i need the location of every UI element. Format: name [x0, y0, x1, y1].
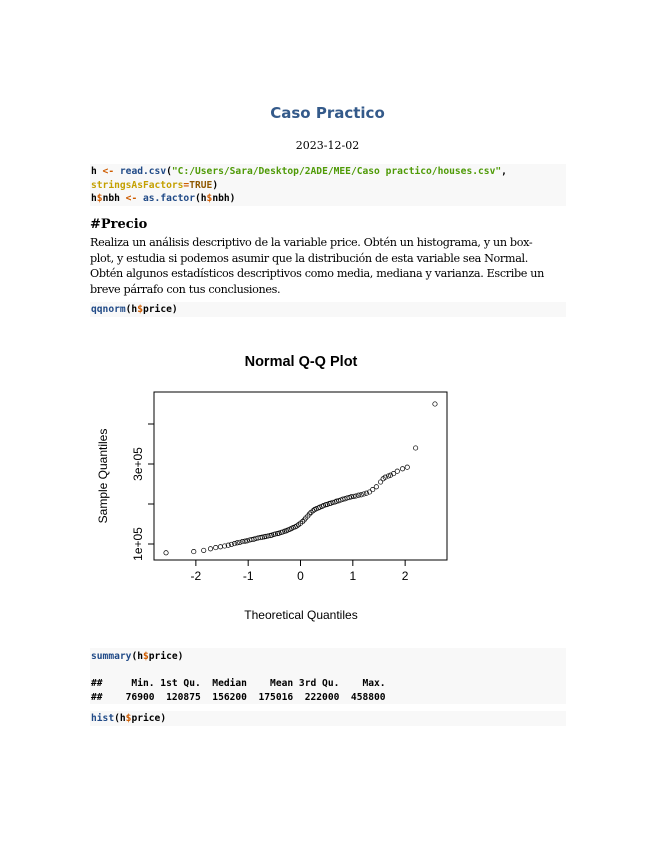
qq-point — [374, 485, 378, 489]
code-token: h — [91, 166, 97, 177]
qq-point — [405, 465, 409, 469]
code-token: (h — [131, 651, 143, 662]
code-token: nbh — [102, 193, 120, 204]
code-block-qqnorm — [90, 302, 566, 317]
y-tick-label: 1e+05 — [131, 527, 145, 561]
code-line-summary — [91, 651, 183, 662]
qq-plot — [90, 340, 460, 630]
qq-point — [359, 493, 363, 497]
qq-points — [164, 402, 437, 555]
code-token: stringsAsFactors — [91, 179, 184, 191]
paragraph-line: Obtén algunos estadísticos descriptivos como media, mediana y varianza. Escribe un — [90, 267, 544, 281]
qq-point — [433, 402, 437, 406]
code-token: , — [501, 166, 507, 177]
x-tick-label: 1 — [349, 569, 357, 583]
code-token: read.csv — [119, 166, 167, 177]
document-title: Caso Practico — [270, 104, 385, 122]
code-line-3 — [91, 193, 235, 204]
y-axis-label: Sample Quantiles — [96, 428, 110, 524]
code-token: h — [91, 193, 97, 204]
code-line-1 — [91, 166, 507, 177]
section-heading: #Precio — [90, 217, 148, 232]
summary-output-header: ## Min. 1st Qu. Median Mean 3rd Qu. Max. — [91, 678, 392, 689]
code-token: hist — [91, 713, 115, 724]
qq-point — [229, 542, 233, 546]
plot-frame — [154, 392, 447, 560]
chart-title: Normal Q-Q Plot — [244, 354, 358, 370]
code-token: (h — [194, 193, 207, 204]
code-token: (h — [114, 713, 126, 724]
y-tick-label: 3e+05 — [131, 447, 145, 481]
qq-point — [218, 545, 222, 549]
code-token: $ — [125, 713, 132, 724]
code-token: ( — [166, 166, 172, 177]
x-tick-label: 2 — [401, 569, 409, 583]
qq-point — [208, 547, 212, 551]
code-token: <- — [119, 193, 143, 204]
code-token: nbh) — [212, 193, 236, 204]
code-token: = — [183, 179, 190, 191]
qq-point — [400, 467, 404, 471]
code-token: (h — [125, 304, 138, 315]
x-tick-label: -1 — [242, 569, 254, 583]
code-line-2 — [91, 180, 218, 191]
summary-output-values: ## 76900 120875 156200 175016 222000 458800 — [91, 691, 392, 703]
x-tick-label: 0 — [297, 569, 304, 583]
code-block-hist — [90, 711, 566, 726]
qq-point — [238, 540, 242, 544]
code-token: $ — [137, 304, 143, 315]
code-token: TRUE — [189, 179, 213, 191]
x-axis-label: Theoretical Quantiles — [244, 608, 358, 622]
qq-point — [164, 551, 168, 555]
code-token: summary — [91, 651, 132, 662]
document-date: 2023-12-02 — [295, 139, 360, 152]
paragraph-line: Realiza un análisis descriptivo de la variable price. Obtén un histograma, y un box- — [90, 236, 533, 249]
code-token: price) — [148, 651, 184, 662]
qq-point — [413, 446, 417, 450]
qq-point — [202, 548, 206, 552]
qq-point — [362, 492, 366, 496]
qq-point — [214, 545, 218, 549]
paragraph-line: breve párrafo con tus conclusiones. — [90, 283, 281, 297]
code-token: $ — [96, 193, 103, 204]
qq-point — [395, 469, 399, 473]
code-token: as.factor — [143, 193, 195, 204]
code-token: <- — [96, 166, 120, 177]
x-axis — [191, 560, 409, 583]
code-token: $ — [206, 193, 213, 204]
code-token: $ — [143, 651, 149, 662]
paragraph-line: plot, y estudia si podemos asumir que la distribución de esta variable sea Normal. — [90, 251, 528, 265]
qq-point — [232, 541, 236, 545]
x-tick-label: -2 — [190, 569, 202, 583]
y-axis — [131, 424, 154, 561]
code-token: price) — [143, 304, 178, 315]
code-block-summary — [90, 648, 566, 704]
code-block-read-csv — [90, 164, 566, 206]
code-token: qqnorm — [91, 304, 126, 315]
qq-point — [192, 549, 196, 553]
section-paragraph — [90, 235, 560, 298]
code-token: "C:/Users/Sara/Desktop/2ADE/MEE/Caso practico/houses.csv" — [171, 166, 502, 177]
code-token: ) — [212, 179, 219, 191]
code-token: price) — [131, 713, 167, 724]
